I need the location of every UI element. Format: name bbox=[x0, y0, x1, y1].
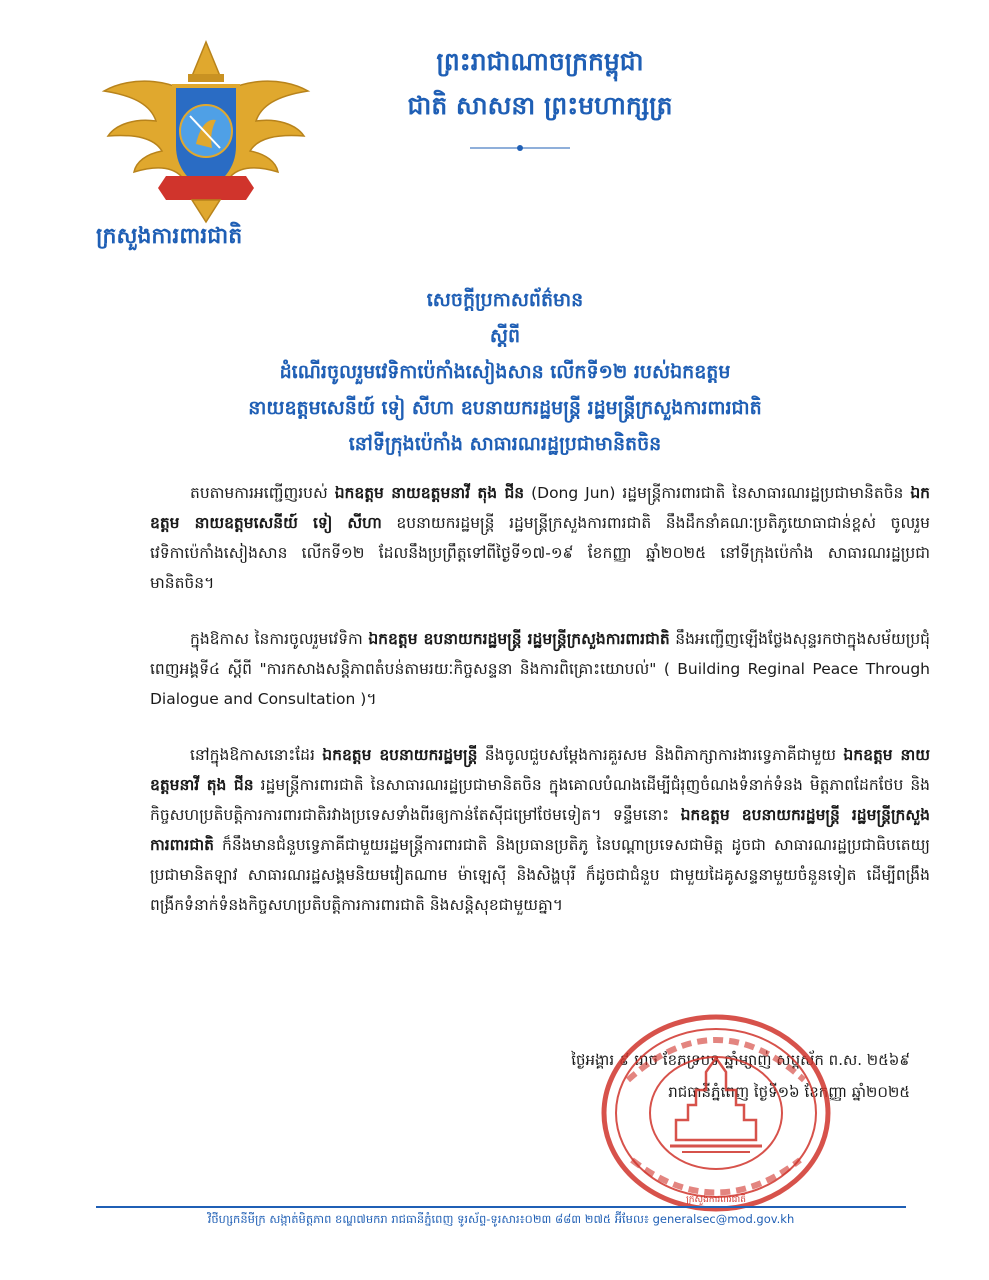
p1-text-1: តបតាមការអញ្ជើញរបស់ bbox=[190, 484, 335, 502]
ornament-divider bbox=[460, 142, 580, 154]
official-seal-stamp bbox=[598, 1010, 834, 1216]
p1-text-3: ឧបនាយករដ្ឋមន្ត្រី រដ្ឋមន្ត្រីក្រសួងការពារជាតិ នឹងដឹកនាំគណៈប្រតិភូយោធាជាន់ខ្ពស់ ចូលរួមវេទិកាប៉េកាំងសៀងសាន លើកទី១២ ដែលនឹងប្រព្រឹត្តទៅពីថ្ងៃទី១៧-១៩ ខែកញ្ញា ឆ្នាំ២០២៥ នៅទីក្រុងប៉េកាំង សាធារណរដ្ឋប្រជាមានិតចិន។ bbox=[150, 514, 930, 592]
seal-ring-text: ក្រសួងការពារជាតិ bbox=[686, 1195, 746, 1205]
p3-bold-1: ឯកឧត្តម ឧបនាយករដ្ឋមន្ត្រី bbox=[322, 746, 478, 764]
p1-bold-1: ឯកឧត្តម នាយឧត្តមនាវី តុង ជីន bbox=[334, 484, 525, 502]
title-line-1: សេចក្តីប្រកាសព័ត៌មាន bbox=[426, 289, 584, 311]
p1-text-2: (Dong Jun) រដ្ឋមន្ត្រីការពារជាតិ នៃសាធារណរដ្ឋប្រជាមានិតចិន bbox=[524, 484, 911, 502]
ministry-name: ក្រសួងការពារជាតិ bbox=[96, 224, 243, 249]
title-line-3: ដំណើរចូលរួមវេទិកាប៉េកាំងសៀងសាន លើកទី១២ របស់ឯកឧត្តម bbox=[279, 361, 731, 383]
national-motto: ជាតិ សាសនា ព្រះមហាក្សត្រ bbox=[407, 91, 673, 120]
p1-bold-2: ឯកឧត្តម នាយឧត្តមសេនីយ៍ ទៀ សីហា bbox=[150, 484, 931, 532]
press-release-title bbox=[110, 282, 900, 462]
press-release-body bbox=[150, 478, 930, 946]
paragraph-2 bbox=[150, 624, 930, 714]
p3-text-2: នឹងចូលជួបសម្តែងការគួរសម និងពិភាក្សាការងារទ្វេភាគីជាមួយ bbox=[477, 746, 844, 764]
ministry-emblem-logo bbox=[96, 36, 316, 226]
kingdom-name: ព្រះរាជាណាចក្រកម្ពុជា bbox=[436, 47, 644, 76]
p3-text-3: រដ្ឋមន្ត្រីការពារជាតិ នៃសាធារណរដ្ឋប្រជាមានិតចិន ក្នុងគោលបំណងដើម្បីជំរុញចំណងទំនាក់ទំនង មិត្តភាពដែកថែប និងកិច្ចសហប្រតិបត្តិការការពារជាតិរវាងប្រទេសទាំងពីរឲ្យកាន់តែស៊ីជម្រៅថែមទៀត។ ទន្ទឹមនោះ bbox=[150, 776, 931, 824]
p2-text-2: នឹងអញ្ជើញឡើងថ្លែងសុន្ទរកថាក្នុងសម័យប្រជុំពេញអង្គទី៤ ស្តីពី "ការកសាងសន្តិភាពតំបន់តាមរយៈកិច្ចសន្ទនា និងការពិគ្រោះយោបល់" ( Building Reginal Peace Through Dialogue and Consultation )។ bbox=[150, 630, 930, 708]
kingdom-motto bbox=[360, 40, 720, 128]
lunar-date: ថ្ងៃអង្គារ ៩ រោច ខែភទ្របទ ឆ្នាំម្សាញ់ សប្តស័ក ព.ស. ២៥៦៩ bbox=[571, 1051, 910, 1069]
p3-bold-2: ឯកឧត្តម នាយឧត្តមនាវី តុង ជីន bbox=[150, 746, 930, 794]
footer-address: វិថីហ្សកនីមីក្រ សង្កាត់មិត្តភាព ខណ្ឌ៧មករា រាជធានីភ្នំពេញ ទូរស័ព្ទ-ទូរសារ៖០២៣ ៨៨៣ ២៧៥ អ៊ីមែល៖ generalsec@mod.gov.kh bbox=[207, 1212, 795, 1226]
p3-bold-3: ឯកឧត្តម ឧបនាយករដ្ឋមន្ត្រី រដ្ឋមន្ត្រីក្រសួងការពារជាតិ bbox=[150, 806, 930, 854]
title-line-5: នៅទីក្រុងប៉េកាំង សាធារណរដ្ឋប្រជាមានិតចិន bbox=[348, 433, 662, 455]
p2-bold-1: ឯកឧត្តម ឧបនាយករដ្ឋមន្ត្រី រដ្ឋមន្ត្រីក្រសួងការពារជាតិ bbox=[368, 630, 670, 648]
p3-text-4: ក៏នឹងមានជំនួបទ្វេភាគីជាមួយរដ្ឋមន្ត្រីការពារជាតិ និងប្រធានប្រតិភូ នៃបណ្តាប្រទេសជាមិត្ត ដូចជា សាធារណរដ្ឋប្រជាធិបតេយ្យប្រជាមានិតឡាវ សាធារណរដ្ឋសង្គមនិយមវៀតណាម ម៉ាឡេស៊ី និងសិង្ហបុរី ក៏ដូចជាជំនួប ជាមួយដៃគូសន្ទនាមួយចំនួនទៀត ដើម្បីពង្រឹងពង្រីកទំនាក់ទំនងកិច្ចសហប្រតិបត្តិការការពារជាតិ និងសន្តិសុខជាមួយគ្នា។ bbox=[150, 836, 930, 914]
footer-divider bbox=[96, 1206, 906, 1208]
solar-date: រាជធានីភ្នំពេញ ថ្ងៃទី១៦ ខែកញ្ញា ឆ្នាំ២០២៥ bbox=[668, 1083, 910, 1101]
title-line-2: ស្តីពី bbox=[489, 325, 521, 347]
paragraph-1 bbox=[150, 478, 930, 598]
p3-text-1: នៅក្នុងឱកាសនោះដែរ bbox=[190, 746, 323, 764]
title-line-4: នាយឧត្តមសេនីយ៍ ទៀ សីហា ឧបនាយករដ្ឋមន្ត្រី រដ្ឋមន្ត្រីក្រសួងការពារជាតិ bbox=[248, 397, 762, 419]
paragraph-3 bbox=[150, 740, 930, 920]
p2-text-1: ក្នុងឱកាស នៃការចូលរួមវេទិកា bbox=[190, 630, 369, 648]
